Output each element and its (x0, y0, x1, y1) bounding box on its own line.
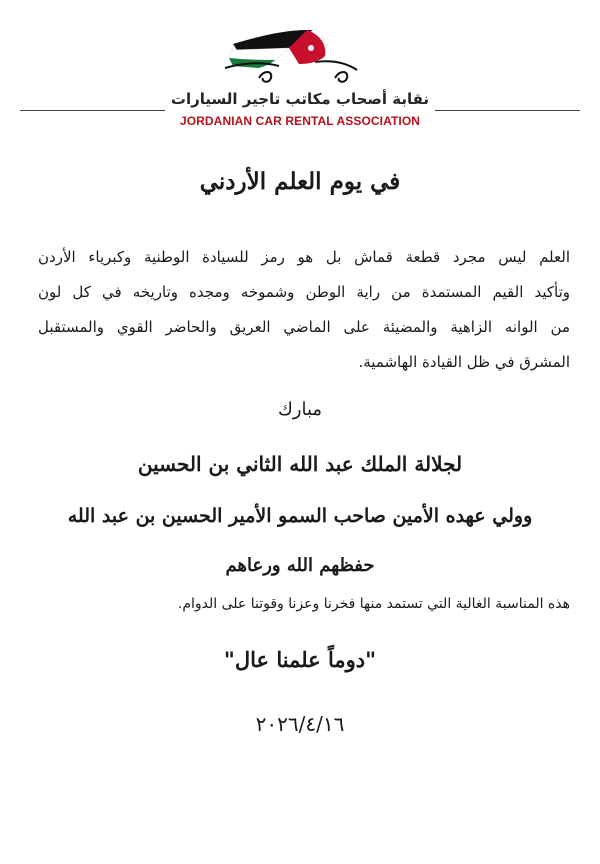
slogan: "دوماً علمنا عال" (223, 647, 377, 672)
body-paragraph (38, 240, 570, 380)
header-divider-left (20, 110, 165, 111)
org-name-english: JORDANIAN CAR RENTAL ASSOCIATION (179, 114, 421, 128)
letterhead (0, 0, 600, 140)
mubarak-text: مبارك (277, 399, 323, 420)
paragraph-line: من الوانه الزاهية والمضيئة على الماضي العريق والحاضر القوي والمستقبل (38, 318, 570, 336)
header-divider-right (435, 110, 580, 111)
blessing-line: حفظهم الله ورعاهم (225, 555, 375, 576)
paragraph-line: وتأكيد القيم المستمدة من راية الوطن وشموخه ومجده وتاريخه في كل لون (38, 283, 570, 301)
document-date: ٢٠٢٦/٤/١٦ (255, 712, 345, 736)
org-name-arabic: نقابة أصحاب مكاتب تاجير السيارات (170, 90, 430, 108)
paragraph-line: العلم ليس مجرد قطعة قماش بل هو رمز للسيادة الوطنية وكبرياء الأردن (38, 248, 570, 266)
crown-prince-line: وولي عهده الأمين صاحب السمو الأمير الحسين بن عبد الله (67, 505, 533, 527)
page-title: في يوم العلم الأردني (199, 168, 401, 195)
car-flag-logo-icon (215, 22, 365, 92)
paragraph-line: المشرق في ظل القيادة الهاشمية. (358, 353, 570, 371)
occasion-line: هذه المناسبة الغالية التي تستمد منها فخرنا وعزنا وقوتنا على الدوام. (177, 596, 570, 612)
king-line: لجلالة الملك عبد الله الثاني بن الحسين (137, 452, 463, 476)
